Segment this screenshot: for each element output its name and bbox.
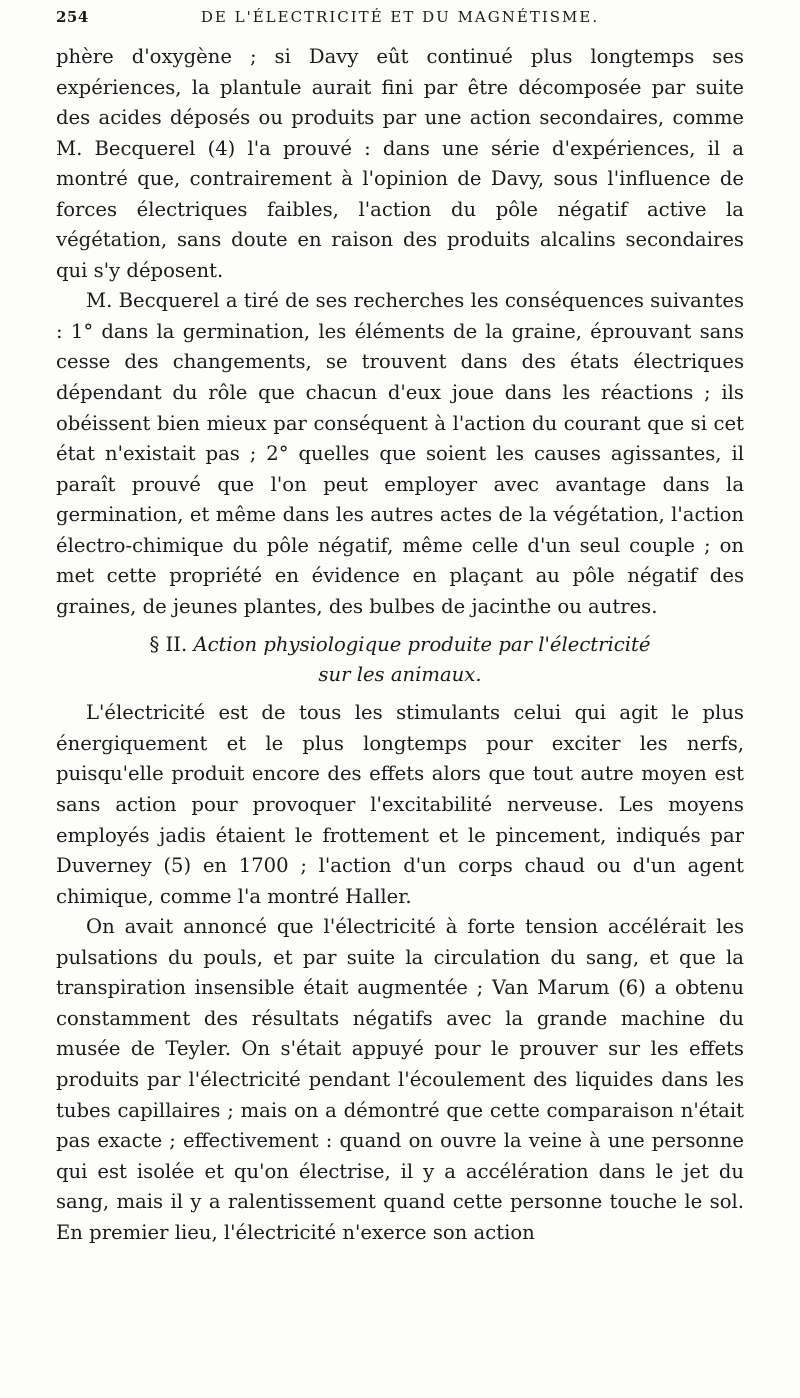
page-number: 254 [56, 8, 89, 26]
section-mark: § II. [149, 633, 188, 657]
section-title-line1: Action physiologique produite par l'électricité [193, 633, 651, 657]
paragraph-pulsations: On avait annoncé que l'électricité à forte tension accélérait les pulsations du pouls, et par suite la circulation du sang, et que la transpiration insensible était augmentée ; Van Marum (6) a obtenu constamment des résultats négatifs avec la grande machine du musée de Teyler. On s'était appuyé pour le prouver sur les effets produits par l'électricité pendant l'écoulement des liquides dans les tubes capillaires ; mais on a démontré que cette comparaison n'était pas exacte ; effectivement : quand on ouvre la veine à une personne qui est isolée et qu'on électrise, il y a accélération dans le jet du sang, mais il y a ralentissement quand cette personne touche le sol. En premier lieu, l'électricité n'exerce son action [56, 915, 744, 1244]
paragraph-continuation: phère d'oxygène ; si Davy eût continué plus longtemps ses expériences, la plantule aurait fini par être décomposée par suite des acides déposés ou produits par une action secondaires, comme M. Becquerel (4) l'a prouvé : dans une série d'expériences, il a montré que, contrairement à l'opinion de Davy, sous l'influence de forces électriques faibles, l'action du pôle négatif active la végétation, sans doute en raison des produits alcalins secondaires qui s'y déposent. [56, 45, 744, 282]
section-heading [56, 630, 744, 690]
paragraph-stimulants: L'électricité est de tous les stimulants celui qui agit le plus énergiquement et le plus longtemps pour exciter les nerfs, puisqu'elle produit encore des effets alors que tout autre moyen est sans action pour provoquer l'excitabilité nerveuse. Les moyens employés jadis étaient le frottement et le pincement, indiqués par Duverney (5) en 1700 ; l'action d'un corps chaud ou d'un agent chimique, comme l'a montré Haller. [56, 701, 744, 908]
running-head [56, 8, 744, 42]
section-title-line2: sur les animaux. [318, 663, 482, 687]
running-title: DE L'ÉLECTRICITÉ ET DU MAGNÉTISME. [200, 8, 600, 26]
paragraph-becquerel-conclusions: M. Becquerel a tiré de ses recherches les conséquences suivantes : 1° dans la germination, les éléments de la graine, éprouvant sans cesse des changements, se trouvent dans des états électriques dépendant du rôle que chacun d'eux joue dans les réactions ; ils obéissent bien mieux par conséquent à l'action du courant que si cet état n'existait pas ; 2° quelles que soient les causes agissantes, il paraît prouvé que l'on peut employer avec avantage dans la germination, et même dans les autres actes de la végétation, l'action électro-chimique du pôle négatif, même celle d'un seul couple ; on met cette propriété en évidence en plaçant au pôle négatif des graines, de jeunes plantes, des bulbes de jacinthe ou autres. [56, 289, 744, 618]
body-text [56, 42, 744, 1248]
